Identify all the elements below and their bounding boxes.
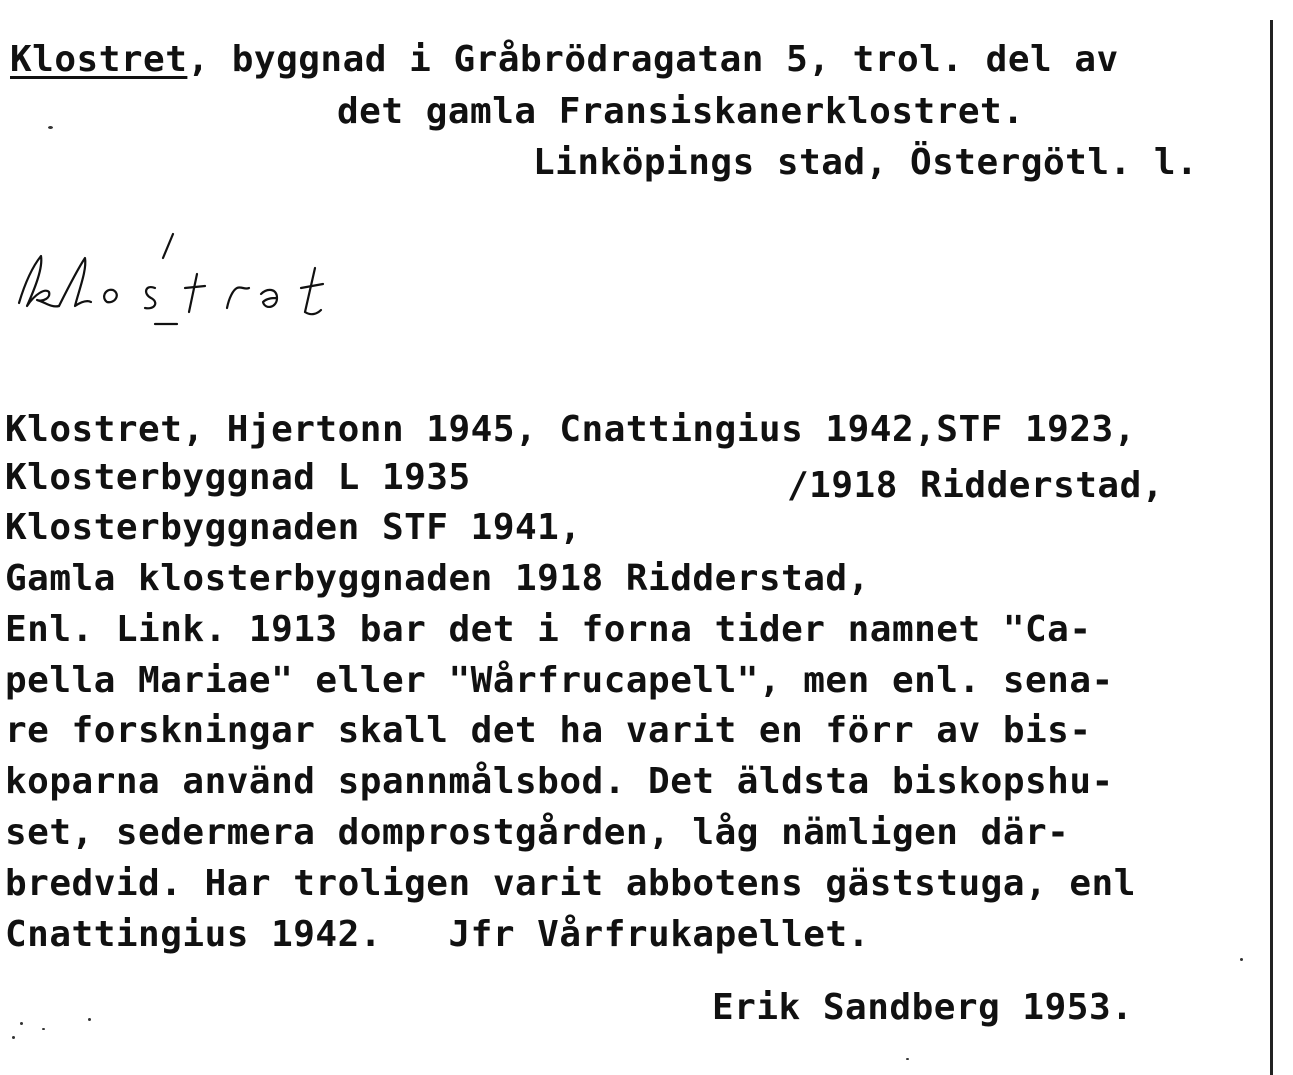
handwriting-drawing (5, 228, 345, 328)
body-line-2a: Klosterbyggnad L 1935 (5, 457, 471, 498)
body-line-8: koparna använd spannmålsbod. Det äldsta biskopshu- (5, 761, 1114, 802)
body-line-4: Gamla klosterbyggnaden 1918 Ridderstad, (5, 558, 870, 599)
scan-speck (88, 1018, 91, 1021)
scan-speck (1240, 958, 1243, 961)
body-line-7: re forskningar skall det ha varit en förr av bis- (5, 710, 1092, 751)
handwritten-pronunciation (5, 228, 345, 328)
body-line-5: Enl. Link. 1913 bar det i forna tider namnet "Ca- (5, 609, 1092, 650)
scan-speck (12, 1036, 15, 1039)
body-line-3: Klosterbyggnaden STF 1941, (5, 507, 582, 548)
body-line-1: Klostret, Hjertonn 1945, Cnattingius 1942,STF 1923, (5, 409, 1136, 450)
header-line-2: det gamla Fransiskanerklostret. (337, 91, 1025, 132)
scan-speck (906, 1058, 909, 1060)
body-line-11: Cnattingius 1942. Jfr Vårfrukapellet. (5, 914, 870, 955)
body-line-9: set, sedermera domprostgården, låg nämligen där- (5, 812, 1070, 853)
signature: Erik Sandberg 1953. (712, 987, 1134, 1028)
scan-speck (42, 1028, 45, 1030)
scan-speck (48, 126, 53, 129)
body-line-6: pella Mariae" eller "Wårfrucapell", men enl. sena- (5, 660, 1114, 701)
card-right-edge (1270, 20, 1273, 1075)
entry-title: Klostret (10, 39, 188, 80)
body-line-2b: /1918 Ridderstad, (787, 465, 1164, 506)
scan-speck (20, 1022, 23, 1025)
body-line-10: bredvid. Har troligen varit abbotens gäststuga, enl (5, 863, 1136, 904)
entry-description: , byggnad i Gråbrödragatan 5, trol. del av (187, 39, 1119, 80)
header-line-3-location: Linköpings stad, Östergötl. l. (533, 142, 1199, 183)
header-line-1 (10, 40, 1119, 80)
